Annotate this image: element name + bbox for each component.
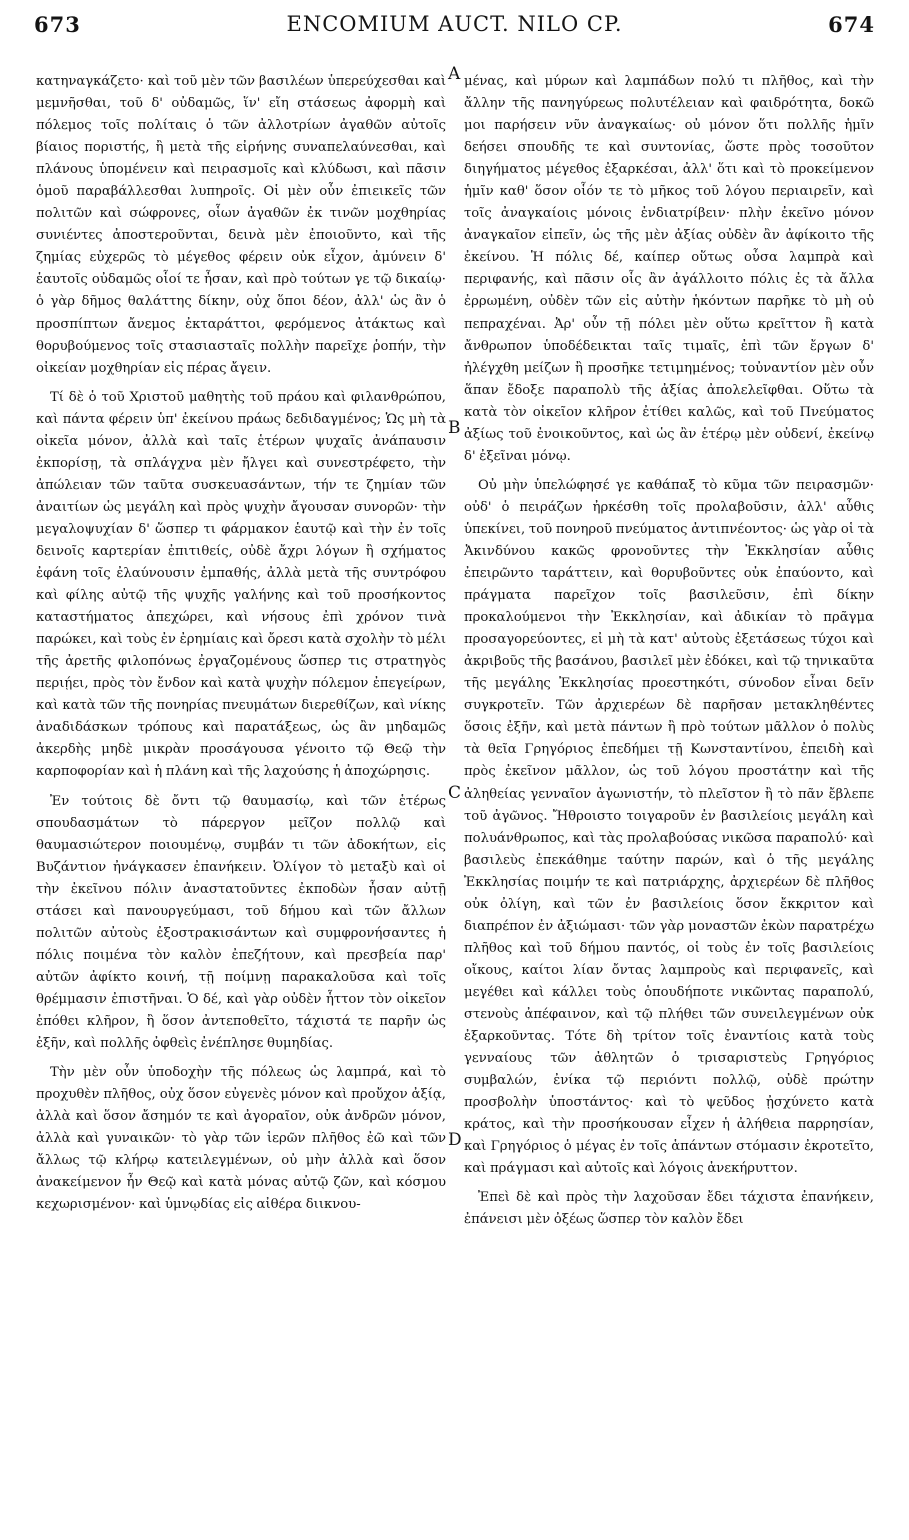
margin-marker-c: C xyxy=(448,783,462,803)
left-column xyxy=(36,64,446,1216)
running-head xyxy=(30,12,879,42)
paragraph: Τὴν μὲν οὖν ὑποδοχὴν τῆς πόλεως ὡς λαμπρά, καὶ τὸ προχυθὲν πλῆθος, οὐχ ὅσον εὐγενὲς μόνον καὶ προὔχον ἀξίᾳ, ἀλλὰ καὶ ὅσον ἄσημόν τε καὶ ἀγοραῖον, οὐκ ἀνδρῶν μόνον, ἀλλὰ καὶ γυναικῶν· τὸ γὰρ τῶν ἱερῶν πλῆθος ἐῶ καὶ τῶν ἄλλως τῷ κλήρῳ κατειλεγμένων, οὐ μὴν ἀλλὰ καὶ ὅσον ἀνακείμενον ἦν Θεῷ καὶ κατὰ μόνας αὐτῷ ζῶν, καὶ κόσμου κεχωρισμένον· καὶ ὑμνῳδίας εἰς αἰθέρα διικνου- xyxy=(36,1065,446,1213)
margin-marker-b: B xyxy=(448,418,461,438)
paragraph: Τί δὲ ὁ τοῦ Χριστοῦ μαθητὴς τοῦ πράου καὶ φιλανθρώπου, καὶ πάντα φέρειν ὑπ' ἐκείνου πράως δεδιδαγμένος; Ὡς μὴ τὰ οἰκεῖα μόνον, ἀλλὰ καὶ ταῖς ἑτέρων ψυχαῖς ἀνάπαυσιν ἐκπορίσῃ, τὰ σπλάγχνα μὲν ἤλγει καὶ συνεστρέφετο, τὴν ἀπώλειαν τῶν ταῦτα συσκευασάντων, τήν τε ζημίαν τῶν ἀναιτίων ὡς μεγάλη καὶ πρὸς ψυχὴν ἄγουσαν συνορῶν· τὴν μεγαλοψυχίαν δ' ὥσπερ τι φάρμακον ἑαυτῷ καὶ τὴν ἐν τοῖς δεινοῖς καρτερίαν ἐπιτιθείς, οὐδὲ ἄχρι λόγων ἢ σχήματος ἐφάνη τοῖς ἐλαύνουσιν ἐμπαθής, ἀλλὰ μετὰ τῆς συντρόφου καὶ φίλης αὐτῷ τῆς ψυχῆς γαλήνης καὶ τοῦ προσήκοντος καταστήματος ἀπεχώρει, καὶ νήσους ἐπὶ χρόνον τινὰ παρώκει, καὶ τοὺς ἐν ἐρημίαις καὶ ὄρεσι κατὰ σχολὴν τὸ μέλι τῆς ἀρετῆς φιλοπόνως ἐργαζομένους ὥσπερ τις στρατηγὸς περιῄει, πρὸς τὸν ἔνδον καὶ κατὰ ψυχὴν πόλεμον ἐπεγείρων, καὶ κατὰ τῶν τῆς πονηρίας πνευμάτων διερεθίζων, καὶ νίκης ἀναδιδάσκων τρόπους καὶ παρατάξεως, ὡς ἂν μηδαμῶς ἀκερδὴς μηδὲ μικρὰν προσάγουσα γένοιτο τῷ Θεῷ τὴν καρποφορίαν καὶ ἡ πλάνη καὶ τῆς λαχούσης ἡ ἀποχώρησις. xyxy=(36,389,446,780)
paragraph: κατηναγκάζετο· καὶ τοῦ μὲν τῶν βασιλέων ὑπερεύχεσθαι καὶ μεμνῆσθαι, τοῦ δ' οὐδαμῶς, ἵν' εἴη στάσεως ἀφορμὴ καὶ πόλεμος τοῖς πολίταις ὁ τῶν ἀλλοτρίων ἀγαθῶν αὐτοῖς βίαιος ποριστής, ἢ μετὰ τῆς εἰρήνης συναπελαύνεσθαι, καὶ πλάνους ὑπομένειν καὶ πειρασμοῖς καὶ κλύδωσι, καὶ πᾶσιν ὁμοῦ παραβάλλεσθαι λυπηροῖς. Οἱ μὲν οὖν ἐπιεικεῖς τῶν πολιτῶν καὶ σώφρονες, οἷων ἀγαθῶν ἐκ τινῶν μοχθηρίας συνιέντες ἀποστεροῦνται, δεινὰ μὲν ἐποιοῦντο, καὶ τῆς ζημίας εὐχερῶς τὸ μέγεθος φέρειν οὐκ εἶχον, ἀμύνειν δ' ἑαυτοῖς οὐδαμῶς οἷοί τε ἦσαν, καὶ πρὸ τούτων γε τῷ δικαίῳ· ὁ γὰρ δῆμος θαλάττης δίκην, οὐχ ὅποι δέον, ἀλλ' ὡς ἂν ὁ προσπίπτων ἄνεμος ἐκταράττοι, φερόμενος ἀτάκτως καὶ θορυβούμενος τοῖς στασιασταῖς πολλὴν παρεῖχε ῥοπήν, τὴν οἰκείαν μοχθηρίαν εἰς πέρας ἄγειν. xyxy=(36,74,446,376)
margin-marker-a: A xyxy=(448,64,461,84)
paragraph: Οὐ μὴν ὑπελώφησέ γε καθάπαξ τὸ κῦμα τῶν πειρασμῶν· οὐδ' ὁ πειράζων ἠρκέσθη τοῖς προλαβοῦσιν, ἀλλ' αὖθις ὑπεκίνει, τοῦ πονηροῦ πνεύματος ἀντιπνέοντος· ὡς γὰρ οἱ τὰ Ἀκινδύνου κακῶς φρονοῦντες τὴν Ἐκκλησίαν αὖθις ἐπειρῶντο ταράττειν, καὶ θορυβοῦντες οὐκ ἐπαύοντο, καὶ πράγματα παρεῖχον τοῖς βασιλεῦσιν, ἐπὶ δίκην προκαλούμενοι τὴν Ἐκκλησίαν, καὶ ἀδικίαν τὸ πρᾶγμα προσαγορεύοντες, εἰ μὴ τὰ κατ' αὐτοὺς ἐξετάσεως τύχοι καὶ ἀκριβοῦς τῆς βασάνου, βασιλεῖ μὲν ἐδόκει, καὶ τῷ τηνικαῦτα τῆς μεγάλης Ἐκκλησίας προεστηκότι, σύνοδον εἶναι δεῖν συγκροτεῖν. Τῶν ἀρχιερέων δὲ παρῆσαν μετακληθέντες ὅσοις ἐξῆν, καὶ μετὰ πάντων ἢ πρὸ τούτων μᾶλλον ὁ πολὺς τὰ θεῖα Γρηγόριος ἐπεδήμει τῇ Κωνσταντίνου, ἐπειδὴ καὶ πρὸς ἐκεῖνον μᾶλλον, ὡς τοῦ λόγου προστάτην καὶ τῆς ἀληθείας γενναῖον ἀγωνιστήν, τὸ πλεῖστον ἢ τὸ πᾶν ἔβλεπε τοῦ ἀγῶνος. Ἤθροιστο τοιγαροῦν ἐν βασιλείοις μεγάλη καὶ πολυάνθρωπος, καὶ τὰς προλαβούσας νικῶσα παραπολύ· καὶ βασιλεὺς ἐπεκάθημε ταύτην παρών, καὶ ὁ τῆς μεγάλης Ἐκκλησίας ποιμήν τε καὶ πατριάρχης, ἀρχιερέων δὲ πλῆθος οὐκ ὀλίγη, καὶ τῶν ἐν βασιλείοις ὅσον ἔκκριτον καὶ διαπρέπον ἐν ἀξιώμασι· τῶν γὰρ μοναστῶν ἐκὼν παρατρέχω πλῆθος καὶ τοῦ δήμου παντός, οἱ τοὺς ἐν τοῖς βασιλείοις οἴκους, καίτοι λίαν ὄντας λαμπροὺς καὶ περιφανεῖς, καὶ μεγέθει καὶ κάλλει τοὺς ὁπουδήποτε νικῶντας παραπολύ, στενοὺς ἀπέφαινον, καὶ τῷ πλήθει τῶν συνειλεγμένων οὐκ ἐξαρκοῦντας. Τότε δὴ τρίτον τοῖς ἐναντίοις κατὰ τοὺς γενναίους τῶν ἀθλητῶν ὁ τρισαριστεὺς Γρηγόριος συμβαλών, ἐνίκα τῷ περιόντι πολλῷ, οὐδὲ πρώτην προσβολὴν ὑποστάντος· καὶ τὸ ψεῦδος ᾐσχύνετο κατὰ κράτος, καὶ τὴν προσήκουσαν εἶχεν ἡ ἀλήθεια παρρησίαν, καὶ Γρηγόριος ὁ μέγας ἐν τοῖς ἁπάντων στόμασιν ἐκροτεῖτο, καὶ πράγμασι καὶ αὐτοῖς καὶ λόγοις ἀνεκήρυττον. xyxy=(464,477,874,1177)
page-number-left: 673 xyxy=(34,12,81,37)
paragraph: Ἐν τούτοις δὲ ὄντι τῷ θαυμασίῳ, καὶ τῶν ἑτέρως σπουδασμάτων τὸ πάρεργον μεῖζον πολλῷ καὶ θαυμασιώτερον ποιουμένῳ, συμβάν τι τῶν ἀδοκήτων, εἰς Βυζάντιον ἠνάγκασεν ἐπανήκειν. Ὀλίγον τὸ μεταξὺ καὶ οἱ τὴν ἐκεῖνου πόλιν ἀναστατοῦντες ἐκποδὼν ἦσαν αὐτῇ στάσει καὶ πανουργεύμασι, τοῦ δήμου καὶ τῶν ἄλλων πολιτῶν αὐτοὺς ἐξοστρακισάντων καὶ συμφρονήσαντες ἡ πόλις ποιμένα τὸν καλὸν ἐπεζήτουν, καὶ πρεσβεία παρ' αὐτῶν ἀφίκτο κοινή, τῇ ποίμνῃ παρακαλοῦσα καὶ τοῖς θρέμμασιν ἐπιστῆναι. Ὁ δέ, καὶ γὰρ οὐδὲν ἧττον τὸν οἰκεῖον ἐπόθει κλῆρον, ἢ ὅσον ἀντεποθεῖτο, τάχιστά τε παρῆν ὡς ἐξῆν, καὶ πολλῆς ὀφθεὶς ἐνέπλησε θυμηδίας. xyxy=(36,793,446,1052)
page-number-right: 674 xyxy=(828,12,875,37)
right-column xyxy=(464,64,874,1231)
running-title: ENCOMIUM AUCT. NILO CP. xyxy=(286,12,623,36)
margin-marker-d: D xyxy=(448,1130,462,1150)
paragraph: Ἐπεὶ δὲ καὶ πρὸς τὴν λαχοῦσαν ἔδει τάχιστα ἐπανήκειν, ἐπάνεισι μὲν ὀξέως ὥσπερ τὸν καλὸν ἔδει xyxy=(464,1190,874,1228)
paragraph: μένας, καὶ μύρων καὶ λαμπάδων πολύ τι πλῆθος, καὶ τὴν ἄλλην τῆς πανηγύρεως πολυτέλειαν καὶ φαιδρότητα, δοκῶ μοι παρήσειν νῦν ἀναγκαίως· οὐ μόνον ὅτι πολλῆς ἡμῖν δεήσει σπουδῆς τε καὶ συντονίας, ὥστε πρὸς τοσοῦτον διηγήματος μέγεθος ἐξαρκέσαι, ἀλλ' ὅτι καὶ τὸ προκείμενον ἡμῖν καθ' ὅσον οἷόν τε τὸ μῆκος τοῦ λόγου περιαιρεῖν, καὶ τοῖς ἀναγκαίοις μόνοις ἐνδιατρίβειν· πλὴν ἐκεῖνο μόνον ἀναγκαῖον εἰπεῖν, ὡς τῆς μὲν ἀξίας οὐδὲν ἂν ἀφίκοιτο τῆς ἐκείνου. Ἡ πόλις δέ, καίπερ οὕτως οὖσα λαμπρὰ καὶ περιφανής, καὶ πᾶσιν οἷς ἂν ἀγάλλοιτο πόλις ἐς τὰ ἄλλα ἐρρωμένη, οὐδὲν τῶν εἰς αὐτὴν ἡκόντων παρῆκε τὸ μὴ οὐ πεπραχέναι. Ἀρ' οὖν τῇ πόλει μὲν οὕτω κρεῖττον ἢ κατὰ ἄνθρωπον ὑποδέδεικται ταῖς τιμαῖς, ἐπὶ τῶν ἔργων δ' ἠλέγχθη μείζων ἢ προσῆκε τετιμημένος; τοὐναντίον μὲν οὖν ἅπαν ἔδοξε παραπολὺ τῆς ἀξίας ἀπολελεῖφθαι. Οὕτω τὰ κατὰ τὸν οἰκεῖον κλῆρον ἐτίθει καλῶς, καὶ τοῦ Πνεύματος ἀξίως τοῦ ἐνοικοῦντος, καὶ ὡς ἂν ἑτέρῳ μὲν οὐδενί, ἐκείνῳ δ' ἐξεῖναι μόνῳ. xyxy=(464,74,874,464)
